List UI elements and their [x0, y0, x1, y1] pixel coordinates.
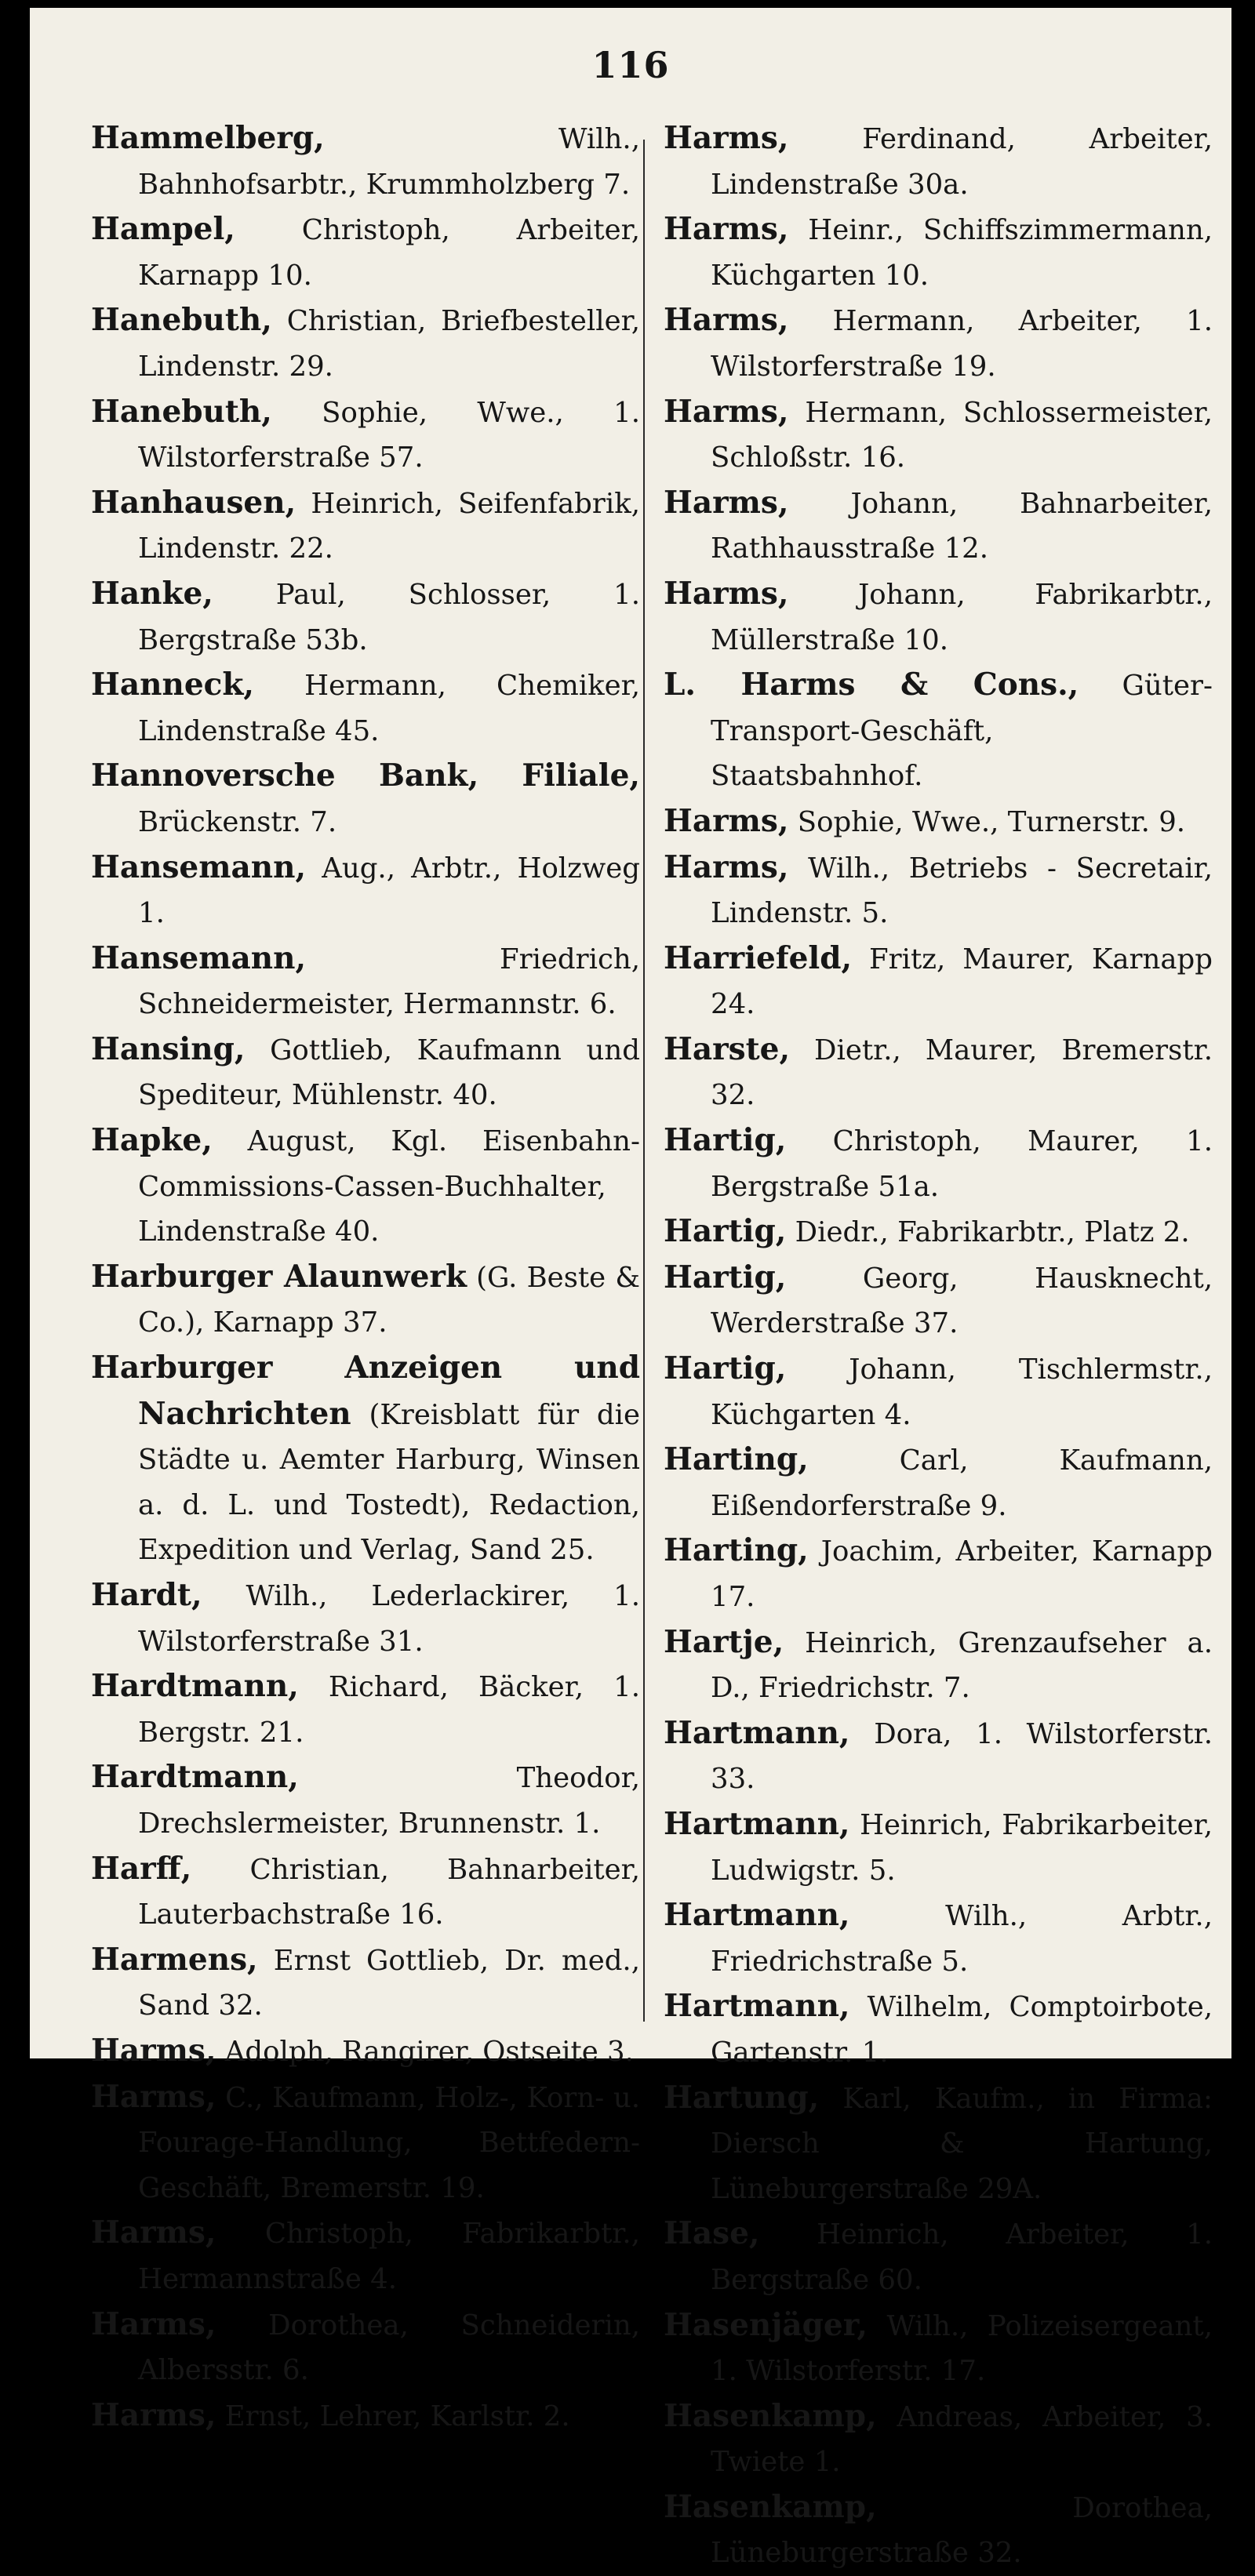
directory-entry [664, 2303, 1213, 2394]
entry-name: Harms, [664, 848, 789, 885]
directory-entry [664, 2211, 1213, 2302]
directory-entry [664, 1528, 1213, 1619]
entry-detail: Wilh., Lederlackirer, 1. Wilstorferstraße 31. [138, 1580, 640, 1658]
right-column [664, 116, 1213, 2570]
entry-detail: Sophie, Wwe., Turnerstr. 9. [797, 805, 1186, 838]
entry-detail: Heinrich, Seifenfabrik, Lindenstr. 22. [138, 487, 640, 565]
directory-entry [91, 116, 640, 207]
entry-name: L. Harms & Cons., [664, 667, 1079, 703]
entry-detail: Johann, Bahnarbeiter, Rathhausstraße 12. [711, 487, 1213, 565]
directory-entry [664, 207, 1213, 298]
entry-name: Harms, [664, 211, 789, 248]
entry-detail: Johann, Fabrikarbtr., Müllerstraße 10. [711, 578, 1213, 656]
entry-detail: Adolph, Rangirer, Ostseite 3. [224, 2035, 634, 2068]
entry-name: Harburger Alaunwerk [91, 1258, 467, 1295]
directory-entry [664, 572, 1213, 663]
column-divider [643, 140, 645, 2022]
entry-detail: Friedrich, Schneidermeister, Hermannstr. 6. [138, 943, 640, 1021]
entry-name: Hanebuth, [91, 393, 272, 430]
entry-name: Hanebuth, [91, 302, 272, 339]
entry-detail: Dorothea, Lüneburgerstraße 32. [711, 2491, 1213, 2570]
entry-detail: Paul, Schlosser, 1. Bergstraße 53b. [138, 578, 640, 656]
entry-detail: Ernst Gottlieb, Dr. med., Sand 32. [138, 1944, 640, 2022]
directory-entry [664, 1209, 1213, 1255]
entry-detail: C., Kaufmann, Holz-, Korn- u. Fourage-Handlung, Bettfedern-Geschäft, Bremerstr. 19. [138, 2081, 640, 2204]
entry-detail: Carl, Kaufmann, Eißendorferstraße 9. [711, 1444, 1213, 1522]
entry-name: Harms, [664, 802, 789, 839]
entry-name: Hardtmann, [91, 1668, 299, 1705]
entry-name: Harff, [91, 1850, 192, 1887]
entry-name: Hase, [664, 2215, 760, 2252]
entry-name: Harms, [664, 120, 789, 156]
entry-name: Hanneck, [91, 667, 254, 703]
directory-entry [91, 754, 640, 845]
entry-detail: Wilh., Polizeisergeant, 1. Wilstorferstr. 17. [711, 2309, 1213, 2388]
entry-name: Harms, [664, 393, 789, 430]
entry-name: Hartig, [664, 1213, 787, 1250]
directory-entry [91, 1255, 640, 1346]
entry-name: Hampel, [91, 211, 235, 248]
entry-detail: Johann, Tischlermstr., Küchgarten 4. [711, 1353, 1213, 1431]
entry-detail: Christian, Bahnarbeiter, Lauterbachstraße 16. [138, 1853, 640, 1931]
entry-name: Hansemann, [91, 848, 307, 885]
entry-name: Hartig, [664, 1122, 787, 1159]
entry-name: Hanke, [91, 575, 213, 612]
directory-entry [664, 1118, 1213, 1209]
directory-entry [91, 663, 640, 754]
entry-detail: Brückenstr. 7. [138, 805, 337, 838]
entry-detail: Wilh., Arbtr., Friedrichstraße 5. [711, 1900, 1213, 1978]
entry-name: Harms, [664, 575, 789, 612]
page-number: 116 [591, 44, 670, 86]
entry-name: Hartmann, [664, 1988, 850, 2025]
entry-name: Harms, [91, 2305, 216, 2342]
entry-detail: Dorothea, Schneiderin, Albersstr. 6. [138, 2309, 640, 2387]
entry-name: Harting, [664, 1532, 809, 1569]
entry-name: Hartig, [664, 1259, 787, 1295]
directory-entry [664, 845, 1213, 936]
entry-detail: (G. Beste & Co.), Karnapp 37. [138, 1261, 640, 1339]
entry-detail: Güter-Transport-Geschäft, Staatsbahnhof. [711, 670, 1213, 793]
entry-detail: Wilh., Bahnhofsarbtr., Krummholzberg 7. [138, 123, 640, 201]
entry-detail: Karl, Kaufm., in Firma: Diersch & Hartung, Lüneburgerstraße 29A. [711, 2082, 1213, 2205]
entry-detail: Dietr., Maurer, Bremerstr. 32. [711, 1034, 1213, 1112]
entry-detail: Wilh., Betriebs - Secretair, Lindenstr. 5. [711, 852, 1213, 930]
entry-name: Harms, [664, 484, 789, 521]
directory-page [30, 8, 1231, 2570]
entry-name: Harriefeld, [664, 939, 853, 976]
entry-name: Hartmann, [664, 1714, 850, 1751]
entry-name: Hartig, [664, 1350, 787, 1387]
entry-name: Hansing, [91, 1030, 246, 1067]
entry-detail: (Kreisblatt für die Städte u. Aemter Harburg, Winsen a. d. L. und Tostedt), Redaction, Expedition und Verlag, Sand 25. [138, 1398, 640, 1567]
directory-entry [91, 1938, 640, 2029]
directory-entry [91, 2302, 640, 2393]
entry-detail: Ernst, Lehrer, Karlstr. 2. [224, 2400, 570, 2432]
entry-detail: Fritz, Maurer, Karnapp 24. [711, 943, 1213, 1021]
directory-entry [664, 936, 1213, 1027]
directory-entry [91, 1346, 640, 1573]
entry-detail: Georg, Hausknecht, Werderstraße 37. [711, 1262, 1213, 1340]
directory-entry [664, 1437, 1213, 1528]
entry-detail: Heinrich, Arbeiter, 1. Bergstraße 60. [711, 2218, 1213, 2296]
entry-name: Hartung, [664, 2079, 820, 2116]
entry-detail: Heinr., Schiffszimmermann, Küchgarten 10. [711, 214, 1213, 292]
entry-name: Hardt, [91, 1577, 202, 1613]
entry-name: Hanhausen, [91, 484, 296, 521]
directory-entry [664, 390, 1213, 481]
entry-detail: Heinrich, Fabrikarbeiter, Ludwigstr. 5. [711, 1808, 1213, 1887]
directory-entry [664, 1255, 1213, 1346]
directory-entry [91, 572, 640, 663]
entry-name: Harms, [91, 2396, 216, 2433]
directory-entry [664, 481, 1213, 572]
entry-detail: Richard, Bäcker, 1. Bergstr. 21. [138, 1671, 640, 1749]
directory-entry [664, 1802, 1213, 1893]
directory-entry [91, 2211, 640, 2302]
directory-entry [91, 1118, 640, 1255]
entry-name: Harms, [91, 2078, 216, 2115]
directory-entry [664, 2394, 1213, 2485]
directory-entry [664, 298, 1213, 389]
directory-entry [91, 1027, 640, 1118]
directory-entry [664, 799, 1213, 845]
entry-name: Hasenkamp, [664, 2488, 877, 2525]
directory-entry [91, 481, 640, 572]
directory-entry [91, 390, 640, 481]
entry-detail: Sophie, Wwe., 1. Wilstorferstraße 57. [138, 396, 640, 474]
directory-entry [91, 1847, 640, 1938]
entry-detail: Joachim, Arbeiter, Karnapp 17. [711, 1535, 1213, 1613]
directory-entry [91, 207, 640, 298]
directory-entry [664, 1346, 1213, 1437]
directory-entry [91, 2029, 640, 2075]
entry-name: Hartmann, [664, 1897, 850, 1934]
entry-detail: Christoph, Arbeiter, Karnapp 10. [138, 214, 640, 292]
entry-detail: Christian, Briefbesteller, Lindenstr. 29. [138, 305, 640, 383]
entry-name: Harmens, [91, 1941, 258, 1978]
entry-detail: Christoph, Maurer, 1. Bergstraße 51a. [711, 1125, 1213, 1203]
directory-entry [664, 2076, 1213, 2212]
directory-entry [91, 2393, 640, 2440]
entry-name: Hannoversche Bank, Filiale, [91, 758, 640, 794]
entry-name: Hapke, [91, 1122, 213, 1159]
directory-entry [664, 1893, 1213, 1984]
entry-name: Hasenjäger, [664, 2306, 868, 2343]
entry-name: Hardtmann, [91, 1759, 299, 1796]
entry-detail: Hermann, Chemiker, Lindenstraße 45. [138, 670, 640, 747]
directory-entry [664, 663, 1213, 799]
entry-name: Hasenkamp, [664, 2397, 877, 2434]
directory-entry [91, 845, 640, 936]
directory-entry [91, 1573, 640, 1664]
directory-entry [664, 116, 1213, 207]
directory-entry [91, 936, 640, 1027]
entry-name: Hansemann, [91, 939, 307, 976]
entry-name: Hammelberg, [91, 120, 325, 156]
entry-name: Harms, [91, 2214, 216, 2251]
entry-detail: Andreas, Arbeiter, 3. Twiete 1. [711, 2400, 1213, 2479]
entry-detail: Hermann, Arbeiter, 1. Wilstorferstraße 19. [711, 305, 1213, 383]
entry-name: Harms, [91, 2032, 216, 2069]
entry-detail: August, Kgl. Eisenbahn-Commissions-Cassen-Buchhalter, Lindenstraße 40. [138, 1125, 640, 1248]
entry-detail: Hermann, Schlossermeister, Schloßstr. 16. [711, 396, 1213, 474]
entry-detail: Diedr., Fabrikarbtr., Platz 2. [795, 1216, 1190, 1249]
entry-name: Harste, [664, 1030, 791, 1067]
entry-name: Harting, [664, 1441, 809, 1478]
entry-detail: Wilhelm, Comptoirbote, Gartenstr. 1. [711, 1991, 1213, 2069]
entry-detail: Aug., Arbtr., Holzweg 1. [138, 852, 640, 930]
directory-entry [664, 1027, 1213, 1118]
directory-entry [664, 1984, 1213, 2075]
directory-entry [91, 1755, 640, 1846]
entry-detail: Ferdinand, Arbeiter, Lindenstraße 30a. [711, 123, 1213, 201]
directory-entry [664, 1711, 1213, 1802]
entry-name: Hartmann, [664, 1805, 850, 1842]
entry-detail: Christoph, Fabrikarbtr., Hermannstraße 4. [138, 2218, 640, 2295]
entry-name: Harburger Anzeigen und Nachrichten [91, 1350, 640, 1432]
entry-name: Harms, [664, 302, 789, 339]
entry-detail: Gottlieb, Kaufmann und Spediteur, Mühlenstr. 40. [138, 1034, 640, 1112]
entry-detail: Heinrich, Grenzaufseher a. D., Friedrichstr. 7. [711, 1626, 1213, 1705]
directory-entry [91, 1664, 640, 1755]
left-column [91, 116, 640, 2433]
directory-entry [664, 2485, 1213, 2576]
entry-detail: Theodor, Drechslermeister, Brunnenstr. 1. [138, 1762, 640, 1840]
directory-entry [664, 1620, 1213, 1711]
directory-entry [91, 298, 640, 389]
directory-entry [91, 2075, 640, 2211]
entry-name: Hartje, [664, 1623, 784, 1660]
entry-detail: Dora, 1. Wilstorferstr. 33. [711, 1717, 1213, 1796]
